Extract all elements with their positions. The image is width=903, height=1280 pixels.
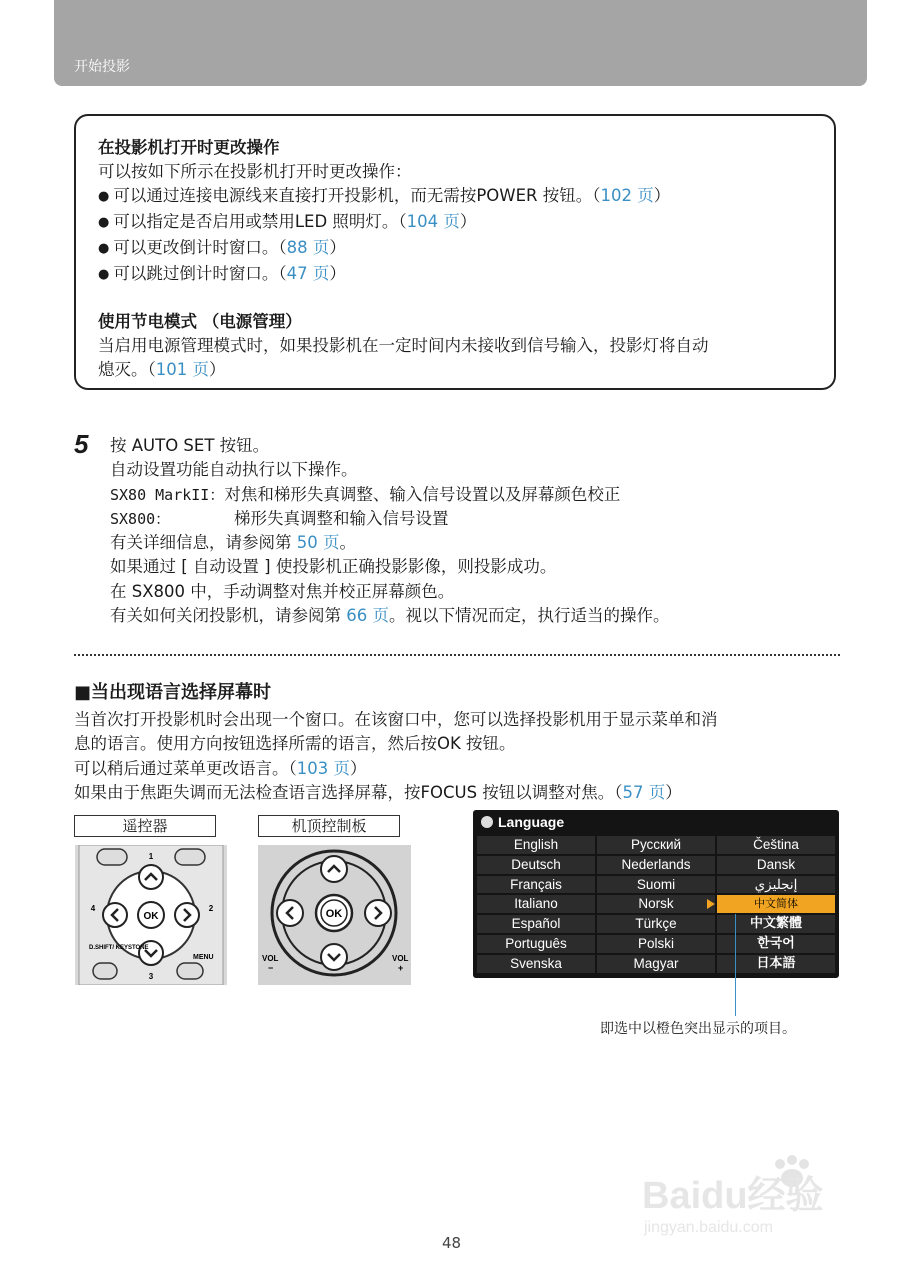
step-line: 有关详细信息，请参阅第 50 页。 — [110, 533, 356, 553]
svg-text:4: 4 — [90, 904, 96, 913]
svg-text:jingyan.baidu.com: jingyan.baidu.com — [644, 1219, 773, 1236]
panel-left-icon — [277, 900, 303, 926]
info-body-2b: 熄灭。（101 页） — [98, 360, 226, 379]
page-link[interactable]: 57 页 — [622, 782, 666, 802]
svg-text:2: 2 — [208, 904, 214, 913]
callout-text: 即选中以橙色突出显示的项目。 — [600, 1021, 796, 1037]
svg-text:MENU: MENU — [193, 954, 214, 961]
language-item[interactable]: Polski — [597, 935, 715, 953]
svg-text:1: 1 — [148, 852, 154, 861]
step-line: 自动设置功能自动执行以下操作。 — [110, 460, 358, 480]
step-line-sx800: SX800： 梯形失真调整和输入信号设置 — [110, 508, 449, 528]
info-box — [74, 114, 836, 390]
language-item[interactable]: English — [477, 836, 595, 854]
language-item[interactable]: Русский — [597, 836, 715, 854]
language-item[interactable]: Deutsch — [477, 856, 595, 874]
section-paragraph: 如果由于焦距失调而无法检查语言选择屏幕，按FOCUS 按钮以调整对焦。（57 页） — [74, 782, 682, 802]
svg-text:+: + — [398, 963, 404, 973]
right-arrow-icon — [175, 903, 199, 927]
language-item[interactable]: Svenska — [477, 955, 595, 973]
page-number: 48 — [442, 1234, 462, 1252]
remote-top-right-button — [175, 849, 205, 865]
language-item[interactable]: Português — [477, 935, 595, 953]
language-item[interactable]: 中文繁體 — [717, 915, 835, 933]
panel-label: 机顶控制板 — [258, 815, 400, 837]
header-bar — [54, 0, 867, 86]
remote-control-image — [75, 845, 227, 985]
info-title-1: 在投影机打开时更改操作 — [98, 138, 280, 157]
info-bullet: ● 可以更改倒计时窗口。（88 页） — [98, 236, 834, 262]
language-item[interactable]: 日本語 — [717, 955, 835, 973]
language-item[interactable]: Čeština — [717, 836, 835, 854]
menu-button — [177, 963, 203, 979]
language-item[interactable]: Français — [477, 876, 595, 894]
step-title: 按 AUTO SET 按钮。 — [110, 436, 270, 455]
language-item[interactable]: 한국어 — [717, 935, 835, 953]
dotted-divider — [74, 654, 840, 656]
language-menu — [473, 810, 839, 978]
svg-text:VOL: VOL — [262, 954, 279, 963]
info-bullet: ● 可以指定是否启用或禁用LED 照明灯。（104 页） — [98, 210, 834, 236]
section-paragraph: 可以稍后通过菜单更改语言。（103 页） — [74, 758, 367, 778]
section-paragraph: 息的语言。使用方向按钮选择所需的语言，然后按OK 按钮。 — [74, 734, 516, 754]
info-body-2: 当启用电源管理模式时，如果投影机在一定时间内未接收到信号输入，投影灯将自动 — [98, 336, 709, 355]
page-link[interactable]: 66 页 — [346, 606, 389, 626]
globe-icon — [481, 816, 493, 828]
keystone-button — [93, 963, 117, 979]
step-line: 有关如何关闭投影机，请参阅第 66 页。视以下情况而定，执行适当的操作。 — [110, 606, 670, 626]
page-link[interactable]: 50 页 — [296, 533, 340, 553]
info-bullet: ● 可以通过连接电源线来直接打开投影机，而无需按POWER 按钮。（102 页） — [98, 184, 834, 210]
language-item[interactable]: Suomi — [597, 876, 715, 894]
info-title-2: 使用节电模式 （电源管理） — [98, 312, 302, 331]
callout-line — [735, 914, 736, 1016]
language-item[interactable]: إنجليزي — [717, 876, 835, 894]
panel-up-icon — [321, 856, 347, 882]
panel-down-icon — [321, 944, 347, 970]
language-item[interactable]: Dansk — [717, 856, 835, 874]
header-title: 开始投影 — [74, 59, 130, 75]
panel-right-icon — [365, 900, 391, 926]
language-item-selected[interactable]: 中文简体 — [717, 895, 835, 913]
left-arrow-icon — [103, 903, 127, 927]
svg-text:D.SHIFT/ KEYSTONE: D.SHIFT/ KEYSTONE — [89, 945, 149, 951]
svg-text:3: 3 — [148, 972, 154, 981]
language-item[interactable]: Nederlands — [597, 856, 715, 874]
step-line: 如果通过 [ 自动设置 ] 使投影机正确投影影像，则投影成功。 — [110, 557, 557, 577]
page-link[interactable]: 88 页 — [286, 238, 330, 257]
remote-top-left-button — [97, 849, 127, 865]
page-link[interactable]: 101 页 — [155, 360, 209, 379]
section-paragraph: 当首次打开投影机时会出现一个窗口。在该窗口中，您可以选择投影机用于显示菜单和消 — [74, 710, 718, 729]
language-item[interactable]: Español — [477, 915, 595, 933]
control-panel-image — [258, 845, 411, 985]
step-line-sx80: SX80 MarkII：对焦和梯形失真调整、输入信号设置以及屏幕颜色校正 — [110, 484, 621, 504]
section-body — [74, 708, 844, 805]
svg-text:OK: OK — [143, 911, 159, 922]
svg-text:VOL: VOL — [392, 954, 409, 963]
page-link[interactable]: 104 页 — [406, 212, 460, 231]
page-link[interactable]: 103 页 — [296, 758, 350, 778]
info-bullet: ● 可以跳过倒计时窗口。（47 页） — [98, 262, 834, 288]
remote-label: 遥控器 — [74, 815, 216, 837]
svg-text:OK: OK — [325, 908, 343, 920]
step-line: 在 SX800 中，手动调整对焦并校正屏幕颜色。 — [110, 581, 455, 601]
language-item[interactable]: Türkçe — [597, 915, 715, 933]
page-link[interactable]: 47 页 — [286, 264, 330, 283]
page-link[interactable]: 102 页 — [600, 186, 654, 205]
baidu-watermark — [640, 1150, 850, 1240]
svg-text:−: − — [268, 963, 274, 973]
step-number: 5 — [74, 429, 89, 459]
step-5 — [74, 429, 670, 628]
language-item[interactable]: Magyar — [597, 955, 715, 973]
up-arrow-icon — [139, 865, 163, 889]
svg-text:Baidu经验: Baidu经验 — [642, 1175, 824, 1217]
language-item[interactable]: Norsk — [597, 895, 715, 913]
language-item[interactable]: Italiano — [477, 895, 595, 913]
language-menu-title: Language — [481, 814, 564, 830]
info-intro: 可以按如下所示在投影机打开时更改操作： — [98, 162, 412, 181]
language-grid — [477, 836, 835, 973]
section-title: ■当出现语言选择屏幕时 — [74, 682, 272, 703]
